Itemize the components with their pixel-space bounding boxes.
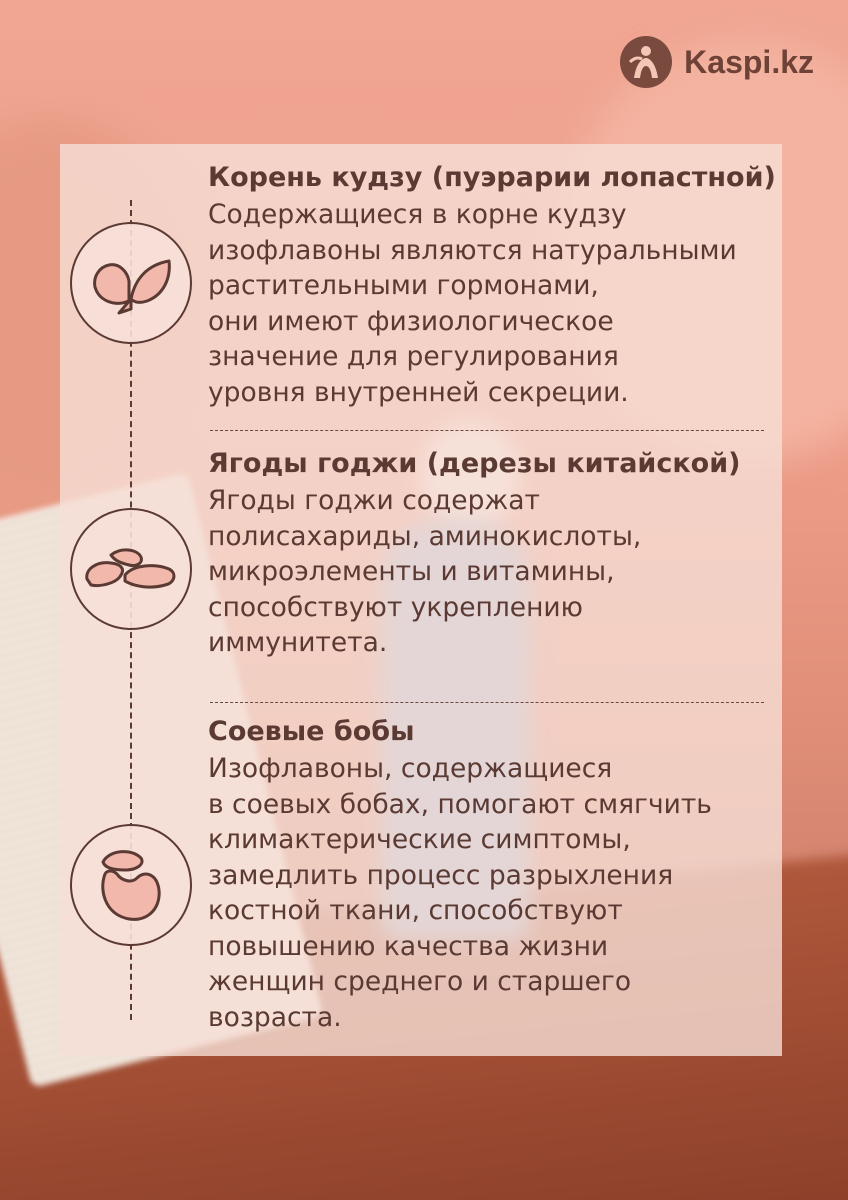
kaspi-logo-icon bbox=[620, 36, 672, 88]
section-title: Корень кудзу (пуэрарии лопастной) bbox=[208, 162, 776, 193]
section-soybeans bbox=[208, 716, 778, 1035]
leaf-sprout-icon bbox=[70, 222, 192, 344]
goji-berries-icon bbox=[70, 508, 192, 630]
section-divider bbox=[210, 430, 764, 431]
section-body: Ягоды годжи содержат полисахариды, аминокислоты, микроэлементы и витамины, способствуют укреплению иммунитета. bbox=[208, 485, 642, 658]
section-body: Изофлавоны, содержащиеся в соевых бобах, помогают смягчить климактерические симптомы, замедлить процесс разрыхления костной ткани, способствуют повышению качества жизни женщин среднего и старшего возраста. bbox=[208, 753, 712, 1033]
soybean-icon bbox=[70, 824, 192, 946]
section-divider bbox=[210, 702, 764, 703]
section-kudzu-root bbox=[208, 162, 778, 410]
section-title: Соевые бобы bbox=[208, 716, 415, 747]
section-body: Содержащиеся в корне кудзу изофлавоны являются натуральными растительными гормонами, они имеют физиологическое значение для регулирования уровня внутренней секреции. bbox=[208, 199, 737, 408]
kaspi-logo-text: Kaspi.kz bbox=[684, 43, 814, 80]
kaspi-logo[interactable] bbox=[620, 36, 814, 88]
section-title: Ягоды годжи (дерезы китайской) bbox=[208, 448, 741, 479]
section-goji-berries bbox=[208, 448, 778, 661]
